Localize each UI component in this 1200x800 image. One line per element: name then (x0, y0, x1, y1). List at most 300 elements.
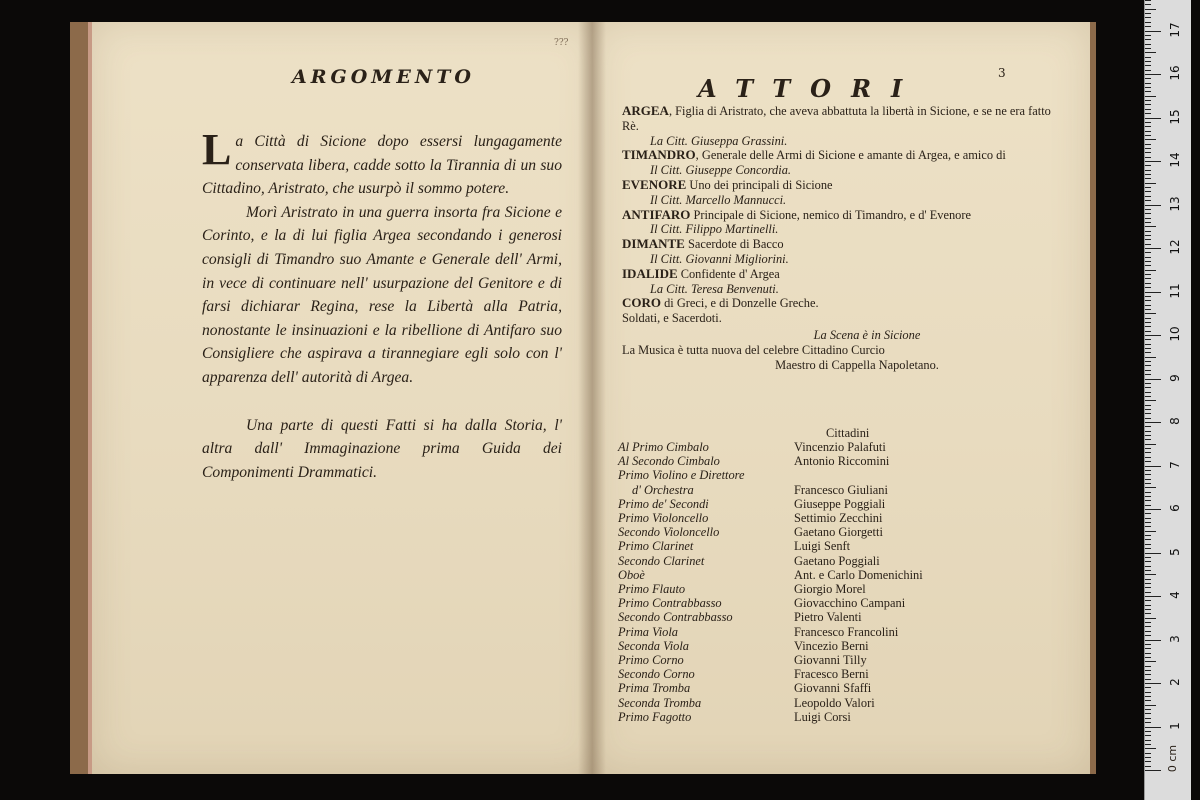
ruler-tick (1145, 531, 1156, 532)
instrument-label (618, 497, 709, 512)
ruler-tick (1145, 535, 1151, 536)
argomento-heading: ARGOMENTO (292, 66, 475, 88)
ruler-tick (1145, 400, 1156, 401)
instrument-name-continued: d' Orchestra (632, 483, 694, 498)
instrument-label (618, 539, 693, 554)
orchestra-row (618, 511, 1058, 525)
ruler-tick (1145, 174, 1151, 175)
ruler-tick (1145, 126, 1151, 127)
ruler-tick (1145, 553, 1161, 554)
ruler-tick (1145, 605, 1151, 606)
ruler-tick (1145, 409, 1151, 410)
ruler-tick (1145, 278, 1151, 279)
ruler-tick (1145, 35, 1151, 36)
ruler-tick (1145, 318, 1151, 319)
ruler-tick (1145, 518, 1151, 519)
ruler-tick (1145, 500, 1151, 501)
ruler-tick (1145, 644, 1151, 645)
orchestra-row (618, 710, 1058, 724)
ruler-tick (1145, 648, 1151, 649)
ruler-tick (1145, 574, 1156, 575)
music-credit-line-2: Maestro di Cappella Napoletano. (775, 357, 939, 372)
ruler-tick (1145, 661, 1156, 662)
ruler-tick (1145, 487, 1156, 488)
ruler-tick (1145, 352, 1151, 353)
ruler-tick (1145, 718, 1151, 719)
ruler-tick (1145, 148, 1151, 149)
ruler-tick (1145, 339, 1151, 340)
instrument-label (618, 639, 689, 654)
book-spread (70, 22, 1096, 774)
orchestra-row (618, 582, 1058, 596)
cast-extras: Soldati, e Sacerdoti. (622, 311, 722, 326)
ruler-tick (1145, 135, 1151, 136)
role-actor: Il Citt. Giovanni Migliorini. (650, 251, 789, 266)
ruler-tick (1145, 104, 1151, 105)
role-name: EVENORE (622, 176, 687, 192)
ruler-tick (1145, 444, 1156, 445)
instrument-name: Primo Violoncello (618, 511, 709, 525)
instrument-label (618, 582, 685, 597)
ruler-tick (1145, 191, 1151, 192)
right-page (592, 22, 1090, 774)
ruler-tick (1145, 579, 1151, 580)
ruler-tick (1145, 17, 1151, 18)
ruler-tick (1145, 748, 1156, 749)
cast-role (622, 148, 1062, 178)
instrument-name: Prima Tromba (618, 681, 691, 696)
ruler-tick (1145, 635, 1151, 636)
ruler-label: 6 (1168, 504, 1182, 512)
role-description: Sacerdote di Bacco (684, 237, 784, 252)
ruler-tick (1145, 505, 1151, 506)
instrument-label (618, 554, 704, 569)
ruler-tick (1145, 357, 1156, 358)
instrument-name: Al Secondo Cimbalo (618, 454, 720, 469)
page-number: 3 (998, 66, 1006, 80)
ruler-tick (1145, 370, 1151, 371)
orchestra-row (618, 653, 1058, 667)
orchestra-row (618, 667, 1058, 681)
instrument-name: Al Primo Cimbalo (618, 440, 709, 454)
cast-role (622, 208, 1062, 238)
ruler-tick (1145, 65, 1151, 66)
ruler-tick (1145, 618, 1156, 619)
ruler-tick (1145, 13, 1151, 14)
left-page (88, 22, 598, 774)
instrument-label (618, 696, 701, 711)
role-actor: Il Citt. Giuseppe Concordia. (650, 163, 791, 178)
role-actor: Il Citt. Marcello Mannucci. (650, 192, 787, 207)
argomento-paragraph-1-text: a Città di Sicione dopo essersi lungagamente conservata libera, cadde sotto la Tirannia di un suo Cittadino, Aristrato, che usurpò il sommo potere. (202, 133, 562, 198)
ruler-label: 17 (1168, 21, 1182, 38)
ruler-tick (1145, 252, 1151, 253)
ruler-tick (1145, 309, 1151, 310)
ruler-tick (1145, 435, 1151, 436)
instrument-label (618, 525, 719, 540)
ruler-tick (1145, 526, 1151, 527)
orchestra-row (618, 525, 1058, 539)
ruler-label: 5 (1168, 547, 1182, 556)
ruler-tick (1145, 313, 1156, 314)
ruler-tick (1145, 727, 1161, 728)
ruler-tick (1145, 770, 1161, 771)
ruler-label: 9 (1168, 373, 1182, 382)
argomento-text (202, 125, 562, 484)
ruler-tick (1145, 583, 1151, 584)
ruler-tick (1145, 383, 1151, 384)
ruler-tick (1145, 222, 1151, 223)
ruler-tick (1145, 496, 1151, 497)
cast-role (622, 237, 1062, 267)
ruler-tick (1145, 474, 1151, 475)
ruler-tick (1145, 631, 1151, 632)
ruler-tick (1145, 265, 1151, 266)
player-name: Giovanni Sfaffi (794, 681, 872, 696)
ruler-tick (1145, 57, 1151, 58)
ruler-label: 8 (1168, 417, 1182, 425)
role-actor: La Citt. Teresa Benvenuti. (650, 281, 779, 296)
ruler-tick (1145, 248, 1161, 249)
ruler-tick (1145, 31, 1161, 32)
argomento-note: Una parte di questi Fatti si ha dalla Storia, l' altra dall' Immaginazione prima Guida dei Componimenti Drammatici. (202, 416, 562, 481)
instrument-name: Primo Corno (618, 653, 684, 667)
ruler-tick (1145, 761, 1151, 762)
orchestra-row (618, 568, 1058, 582)
ruler-tick (1145, 674, 1151, 675)
ruler-tick (1145, 418, 1151, 419)
instrument-label (618, 681, 690, 696)
ruler-tick (1145, 683, 1161, 684)
ruler-tick (1145, 113, 1151, 114)
ruler-tick (1145, 22, 1151, 23)
role-description: Uno dei principali di Sicione (686, 177, 833, 192)
ruler-label: 1 (1168, 721, 1182, 730)
instrument-label (618, 667, 695, 682)
player-name: Fracesco Berni (794, 667, 869, 682)
ruler-tick (1145, 70, 1151, 71)
ruler-tick (1145, 657, 1151, 658)
ruler-tick (1145, 713, 1151, 714)
ruler-tick (1145, 405, 1151, 406)
ruler-tick (1145, 161, 1161, 162)
ruler-tick (1145, 705, 1156, 706)
ruler-tick (1145, 144, 1151, 145)
ruler-label: 16 (1168, 65, 1182, 81)
ruler-tick (1145, 570, 1151, 571)
ruler-tick (1145, 387, 1151, 388)
ruler-tick (1145, 626, 1151, 627)
orchestra-row (618, 454, 1058, 468)
ruler-tick (1145, 413, 1151, 414)
role-name: CORO (622, 295, 661, 311)
role-name: TIMANDRO (622, 147, 696, 163)
ruler-tick (1145, 392, 1151, 393)
ruler-tick (1145, 687, 1151, 688)
ruler-label: 12 (1168, 239, 1182, 255)
instrument-label (618, 710, 691, 725)
ruler-tick (1145, 26, 1151, 27)
player-name: Luigi Senft (794, 539, 851, 554)
ruler-tick (1145, 261, 1151, 262)
player-name: Gaetano Giorgetti (794, 525, 883, 540)
ruler-tick (1145, 74, 1161, 75)
ruler-unit-label: 0 cm (1166, 744, 1180, 773)
instrument-label (618, 596, 722, 611)
orchestra-row (618, 610, 1058, 624)
ruler-tick (1145, 326, 1151, 327)
ruler-tick (1145, 257, 1151, 258)
ruler-tick (1145, 692, 1151, 693)
instrument-name: Seconda Viola (618, 638, 689, 653)
player-name: Giuseppe Poggiali (794, 496, 886, 511)
ruler-tick (1145, 461, 1151, 462)
ruler-tick (1145, 744, 1151, 745)
ruler-tick (1145, 331, 1151, 332)
ruler-tick (1145, 566, 1151, 567)
instrument-name: Primo Fagotto (618, 709, 692, 724)
player-name: Giovacchino Campani (794, 596, 906, 611)
role-actor: Il Citt. Filippo Martinelli. (650, 222, 779, 237)
ruler-tick (1145, 213, 1151, 214)
ruler-tick (1145, 766, 1151, 767)
ruler-tick (1145, 274, 1151, 275)
instrument-name: Seconda Tromba (618, 695, 702, 710)
ruler-tick (1145, 757, 1151, 758)
ruler-tick (1145, 100, 1151, 101)
orchestra-row (618, 468, 1058, 498)
instrument-label (618, 568, 645, 583)
player-name: Vincezio Berni (794, 638, 869, 653)
ruler-tick (1145, 740, 1151, 741)
ruler-tick (1145, 109, 1151, 110)
instrument-label (618, 468, 745, 498)
ruler-tick (1145, 305, 1151, 306)
instrument-name: Primo de' Secondi (618, 496, 709, 511)
ruler-label: 13 (1168, 195, 1182, 212)
player-name: Ant. e Carlo Domenichini (794, 567, 923, 582)
ruler-tick (1145, 157, 1151, 158)
ruler-tick (1145, 287, 1151, 288)
ruler-tick (1145, 522, 1151, 523)
instrument-name: Prima Viola (618, 624, 678, 639)
orchestra-row (618, 639, 1058, 653)
ruler-label: 15 (1168, 108, 1182, 125)
ruler-tick (1145, 379, 1161, 380)
ruler-tick (1145, 87, 1151, 88)
ruler-tick (1145, 292, 1161, 293)
ruler-tick (1145, 218, 1151, 219)
centimeter-ruler (1144, 0, 1191, 800)
player-name: Francesco Francolini (794, 624, 899, 639)
role-name: ARGEA (622, 103, 669, 118)
ruler-tick (1145, 4, 1151, 5)
instrument-label (618, 440, 709, 455)
ruler-tick (1145, 696, 1151, 697)
ruler-tick (1145, 165, 1151, 166)
ruler-tick (1145, 322, 1151, 323)
ruler-tick (1145, 48, 1151, 49)
ruler-tick (1145, 122, 1151, 123)
ruler-tick (1145, 335, 1161, 336)
ruler-tick (1145, 226, 1156, 227)
instrument-name: Primo Clarinet (618, 539, 694, 554)
ruler-tick (1145, 365, 1151, 366)
ruler-tick (1145, 483, 1151, 484)
instrument-label (618, 454, 720, 469)
ruler-label: 10 (1168, 326, 1182, 342)
instrument-name: Secondo Contrabbasso (618, 610, 733, 625)
player-name: Pietro Valenti (794, 610, 862, 625)
orchestra-row (618, 696, 1058, 710)
ruler-tick (1145, 61, 1151, 62)
ruler-tick (1145, 653, 1151, 654)
instrument-name: Oboè (618, 567, 645, 582)
ruler-tick (1145, 513, 1151, 514)
ruler-tick (1145, 9, 1156, 10)
role-description: , Figlia di Aristrato, che aveva abbattuta la libertà in Sicione, e se ne era fatto Rè. (622, 104, 1051, 133)
ruler-label: 7 (1168, 460, 1182, 469)
orchestra-row (618, 596, 1058, 610)
player-name: Francesco Giuliani (794, 482, 888, 497)
player-name: Giovanni Tilly (794, 653, 867, 667)
ruler-tick (1145, 731, 1151, 732)
ruler-tick (1145, 548, 1151, 549)
player-name: Gaetano Poggiali (794, 553, 880, 568)
orchestra-row (618, 625, 1058, 639)
orchestra-row (618, 539, 1058, 553)
role-actor: La Citt. Giuseppa Grassini. (650, 133, 788, 148)
argomento-paragraph-2: Morì Aristrato in una guerra insorta fra Sicione e Corinto, e la di lui figlia Argea secondando i generosi consigli di Timandro suo Amante e Generale dell' Armi, in vece di continuare nell' usurpazione del Genitore e di farsi dichiarar Regina, rese la Libertà alla Patria, nonostante le insinuazioni e la ribellione di Antifaro suo Consigliere che aspirava a tirannegiare egli solo con l' apparenza dell' autorità di Argea. (202, 203, 562, 386)
ruler-label: 3 (1168, 634, 1182, 643)
orchestra-row (618, 497, 1058, 511)
ruler-tick (1145, 479, 1151, 480)
ruler-tick (1145, 431, 1151, 432)
music-credit-line-1: La Musica è tutta nuova del celebre Cittadino Curcio (622, 342, 885, 357)
ruler-tick (1145, 539, 1151, 540)
ruler-tick (1145, 448, 1151, 449)
ruler-tick (1145, 596, 1161, 597)
cast-list (622, 104, 1062, 372)
role-description: , Generale delle Armi di Sicione e amante di Argea, e amico di (695, 148, 1006, 163)
ruler-tick (1145, 452, 1151, 453)
ruler-tick (1145, 283, 1151, 284)
ruler-tick (1145, 131, 1151, 132)
ruler-tick (1145, 139, 1156, 140)
ruler-tick (1145, 470, 1151, 471)
instrument-label (618, 610, 733, 625)
ruler-tick (1145, 196, 1151, 197)
ruler-tick (1145, 0, 1151, 1)
ruler-tick (1145, 426, 1151, 427)
role-description: Principale di Sicione, nemico di Timandro, e d' Evenore (690, 207, 972, 222)
instrument-name: Primo Violino e Direttore (618, 468, 745, 483)
cast-role (622, 178, 1062, 208)
ruler-tick (1145, 205, 1161, 206)
ruler-tick (1145, 735, 1151, 736)
instrument-name: Primo Contrabbasso (618, 596, 722, 611)
player-name: Luigi Corsi (794, 709, 851, 724)
ruler-tick (1145, 679, 1151, 680)
ruler-tick (1145, 709, 1151, 710)
ruler-tick (1145, 457, 1151, 458)
ruler-tick (1145, 557, 1151, 558)
player-name: Vincenzio Palafuti (794, 440, 886, 454)
orchestra-row (618, 554, 1058, 568)
ruler-tick (1145, 244, 1151, 245)
ruler-tick (1145, 239, 1151, 240)
ruler-tick (1145, 91, 1151, 92)
orchestra-row (618, 440, 1058, 454)
ruler-tick (1145, 361, 1151, 362)
instrument-name: Secondo Violoncello (618, 525, 720, 540)
scene-line: La Scena è in Sicione (813, 327, 921, 342)
orchestra-row (618, 681, 1058, 695)
ruler-tick (1145, 118, 1161, 119)
ruler-tick (1145, 96, 1156, 97)
ruler-label: 4 (1168, 591, 1182, 599)
ruler-tick (1145, 422, 1161, 423)
ruler-tick (1145, 561, 1151, 562)
ruler-tick (1145, 270, 1156, 271)
ruler-tick (1145, 600, 1151, 601)
ruler-tick (1145, 200, 1151, 201)
ruler-tick (1145, 492, 1151, 493)
attori-heading: ATTORI (698, 74, 923, 103)
cast-role (622, 296, 1062, 311)
role-name: IDALIDE (622, 265, 678, 281)
ruler-tick (1145, 178, 1151, 179)
ruler-tick (1145, 231, 1151, 232)
book-gutter (578, 22, 606, 774)
ruler-tick (1145, 152, 1151, 153)
ruler-tick (1145, 52, 1156, 53)
cast-role (622, 267, 1062, 297)
player-name: Giorgio Morel (794, 582, 866, 596)
ruler-tick (1145, 296, 1151, 297)
ruler-tick (1145, 592, 1151, 593)
ruler-tick (1145, 83, 1151, 84)
argomento-paragraph-1 (202, 125, 562, 201)
player-name: Antonio Riccomini (794, 454, 890, 469)
instrument-label (618, 625, 678, 640)
ruler-tick (1145, 587, 1151, 588)
ruler-tick (1145, 609, 1151, 610)
player-name: Settimio Zecchini (794, 511, 883, 525)
ruler-tick (1145, 544, 1151, 545)
ruler-tick (1145, 613, 1151, 614)
ruler-tick (1145, 44, 1151, 45)
ruler-tick (1145, 700, 1151, 701)
ruler-label: 11 (1168, 282, 1182, 299)
ruler-tick (1145, 396, 1151, 397)
ruler-tick (1145, 753, 1151, 754)
ruler-label: 2 (1168, 678, 1182, 686)
ruler-tick (1145, 666, 1151, 667)
ruler-label: 14 (1168, 152, 1182, 168)
ruler-tick (1145, 348, 1151, 349)
ruler-tick (1145, 187, 1151, 188)
ruler-tick (1145, 183, 1156, 184)
role-description: di Greci, e di Donzelle Greche. (661, 296, 819, 311)
ruler-tick (1145, 39, 1151, 40)
role-description: Confidente d' Argea (677, 266, 780, 281)
ruler-tick (1145, 466, 1161, 467)
ruler-tick (1145, 439, 1151, 440)
drop-cap: L (202, 125, 232, 174)
instrument-label (618, 511, 708, 526)
player-name: Leopoldo Valori (794, 695, 875, 710)
